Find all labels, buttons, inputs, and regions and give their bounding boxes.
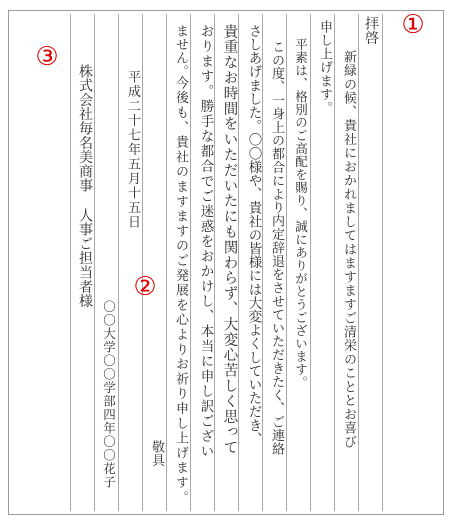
ruled-line bbox=[238, 14, 239, 511]
ruled-line bbox=[310, 14, 311, 511]
body-line-2: 申し上げます。 bbox=[317, 20, 332, 115]
opening-greeting: 拝啓 bbox=[363, 16, 379, 45]
body-line-6: 貴重なお時間をいただいたにも関わらず、大変心苦しく思って bbox=[221, 24, 238, 456]
body-line-5: さしあげました。〇〇様や、貴社の皆様には大変よくしていただき、 bbox=[245, 24, 262, 446]
sender-signature: 〇〇大学〇〇学部四年〇〇花子 bbox=[101, 300, 117, 489]
ruled-line bbox=[166, 14, 167, 511]
ruled-line bbox=[358, 14, 359, 511]
recipient-company: 株式会社毎名美商事 bbox=[77, 64, 93, 193]
ruled-line bbox=[286, 14, 287, 511]
ruled-line bbox=[334, 14, 335, 511]
ruled-line bbox=[190, 14, 191, 511]
body-line-9: 今後も、貴社のますますのご発展を心よりお祈り申し上げます。 bbox=[173, 76, 188, 506]
ruled-line bbox=[262, 14, 263, 511]
body-line-1: 新緑の候、貴社におかれましてはますますご清栄のこととお喜び bbox=[341, 50, 356, 449]
ruled-line bbox=[382, 14, 383, 511]
marker-3: ③ bbox=[35, 42, 59, 72]
recipient-person: 人事ご担当者様 bbox=[77, 208, 93, 309]
ruled-line bbox=[70, 14, 71, 511]
body-line-8: ません。 bbox=[173, 24, 188, 78]
ruled-line bbox=[142, 14, 143, 511]
ruled-line bbox=[118, 14, 119, 511]
ruled-line bbox=[214, 14, 215, 511]
body-line-7: おります。勝手な都合でご迷惑をおかけし、本当に申し訳ござい bbox=[197, 24, 214, 459]
marker-1: ① bbox=[401, 10, 425, 40]
letter-date: 平成二十七年五月十五日 bbox=[125, 70, 140, 230]
body-line-4: この度、一身上の都合により内定辞退をさせていただきたく、ご連絡 bbox=[269, 40, 284, 456]
closing-keigu: 敬具 bbox=[149, 440, 164, 467]
ruled-line bbox=[94, 14, 95, 511]
marker-2: ② bbox=[133, 272, 157, 302]
body-line-3: 平素は、格別のご高配を賜り、誠にありがとうございます。 bbox=[293, 38, 309, 389]
